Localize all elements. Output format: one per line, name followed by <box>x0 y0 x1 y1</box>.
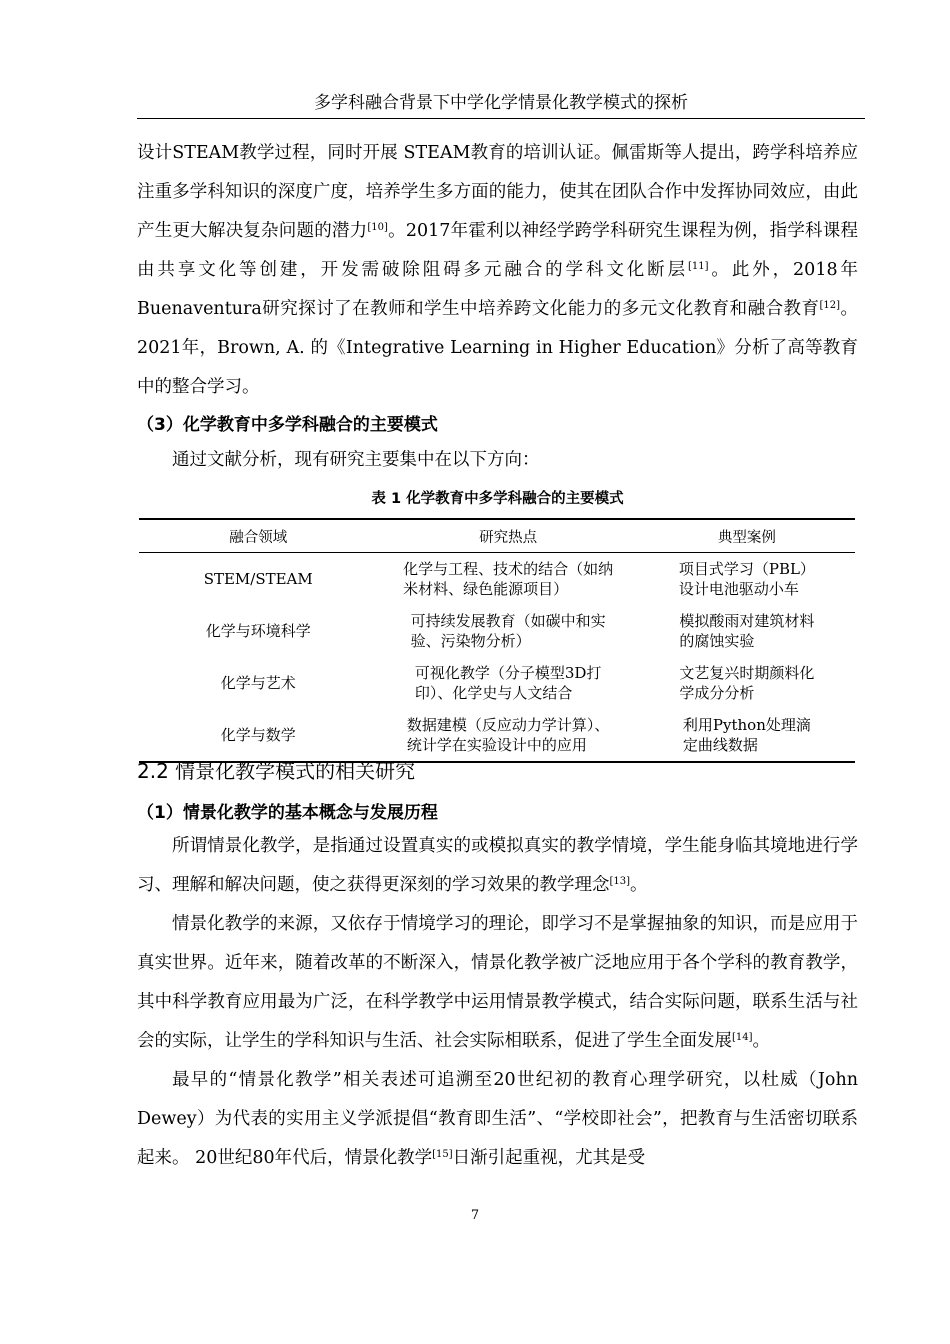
column-header: 研究热点 <box>377 519 638 553</box>
cell-line: 验、污染物分析） <box>410 632 531 650</box>
table-cell-case <box>639 553 855 606</box>
cell-line: 化学与工程、技术的结合（如纳 <box>403 560 614 578</box>
section-body <box>137 827 858 1178</box>
citation: [15] <box>432 1149 453 1160</box>
cell-line: 可持续发展教育（如碳中和实 <box>410 612 606 630</box>
cell-line: 印）、化学史与人文结合 <box>414 684 573 702</box>
paragraph-text: 。2017年霍利以神经学跨学科研究生课程为例，指学科课程由共享文化等创建，开发需破除阻碍多元融合的学科文化断层 <box>137 221 858 280</box>
table-cell-hotspot <box>377 709 638 762</box>
cell-line: 数据建模（反应动力学计算）、 <box>406 716 610 734</box>
paragraph-text: 所谓情景化教学，是指通过设置真实的或模拟真实的教学情境，学生能身临其境地进行学习、理解和解决问题，使之获得更深刻的学习效果的教学理念 <box>137 836 858 895</box>
paragraph-text: 情景化教学的来源，又依存于情境学习的理论，即学习不是掌握抽象的知识，而是应用于真实世界。近年来，随着改革的不断深入，情景化教学被广泛地应用于各个学科的教育教学，其中科学教育应用最为广泛，在科学教学中运用情景教学模式，结合实际问题，联系生活与社会的实际，让学生的学科知识与生活、社会实际相联系，促进了学生全面发展 <box>137 914 858 1051</box>
subsection-lead <box>137 446 858 474</box>
cell-line: 可视化教学（分子模型3D打 <box>414 664 602 682</box>
column-header: 典型案例 <box>639 519 855 553</box>
paragraph-text: 最早的“情景化教学”相关表述可追溯至20世纪初的教育心理学研究，以杜威（John Dewey）为代表的实用主义学派提倡“教育即生活”、“学校即社会”，把教育与生活密切联系起来。 20世纪80年代后，情景化教学 <box>137 1070 858 1168</box>
cell-line: 米材料、绿色能源项目） <box>403 580 569 598</box>
table-cell-hotspot <box>377 605 638 657</box>
cell-line: 利用Python处理滴 <box>682 716 811 734</box>
paragraph <box>137 134 858 407</box>
paragraph <box>137 905 858 1061</box>
subsection-heading: （3）化学教育中多学科融合的主要模式 <box>137 415 438 435</box>
paragraph-text: 日渐引起重视，尤其是受 <box>452 1148 646 1168</box>
page-number: 7 <box>470 1208 480 1223</box>
table-header-row <box>139 519 855 553</box>
table-cell-case <box>639 657 855 709</box>
table-caption: 表 1 化学教育中多学科融合的主要模式 <box>371 491 624 507</box>
intro-paragraph <box>137 134 858 407</box>
table-cell-hotspot <box>377 553 638 606</box>
table-cell-field: 化学与环境科学 <box>205 622 311 640</box>
paragraph-text: 。 <box>752 1031 771 1051</box>
table-row <box>139 553 855 606</box>
table-cell-hotspot <box>377 657 638 709</box>
cell-line: 模拟酸雨对建筑材料 <box>679 612 815 630</box>
cell-line: 学成分分析 <box>679 684 755 702</box>
section-heading: 2.2 情景化教学模式的相关研究 <box>137 759 416 783</box>
table-cell-field: STEM/STEAM <box>203 570 313 588</box>
cell-line: 文艺复兴时期颜料化 <box>679 664 815 682</box>
paragraph: 通过文献分析，现有研究主要集中在以下方向： <box>172 450 540 470</box>
table-row <box>139 657 855 709</box>
citation: [14] <box>732 1032 753 1043</box>
paragraph-text: 。此外，2018年Buenaventura研究探讨了在教师和学生中培养跨文化能力的多元文化教育和融合教育 <box>137 260 858 319</box>
paragraph <box>137 1061 858 1178</box>
table-cell-field: 化学与数学 <box>220 726 296 744</box>
citation: [13] <box>609 876 631 887</box>
table-cell-case <box>639 605 855 657</box>
subsection-heading: （1）情景化教学的基本概念与发展历程 <box>137 803 438 823</box>
citation: [12] <box>819 300 841 311</box>
citation: [10] <box>367 222 388 233</box>
cell-line: 设计电池驱动小车 <box>678 580 799 598</box>
cell-line: 项目式学习（PBL） <box>678 560 815 578</box>
table-cell-field: 化学与艺术 <box>220 674 296 692</box>
paragraph <box>137 827 858 905</box>
cell-line: 统计学在实验设计中的应用 <box>406 736 587 754</box>
paragraph-text: 设计STEAM教学过程，同时开展 STEAM教育的培训认证。佩雷斯等人提出，跨学科培养应注重多学科知识的深度广度，培养学生多方面的能力，使其在团队合作中发挥协同效应，由此产生更大解决复杂问题的潜力 <box>137 143 858 241</box>
paragraph-text: 。 <box>630 875 648 895</box>
table-row <box>139 605 855 657</box>
cell-line: 定曲线数据 <box>682 736 758 754</box>
modes-table <box>139 518 855 763</box>
running-header: 多学科融合背景下中学化学情景化教学模式的探析 <box>137 90 865 119</box>
table-cell-case <box>639 709 855 762</box>
paragraph-text: 。2021年，Brown, A. 的《Integrative Learning in Higher Education》分析了高等教育中的整合学习。 <box>137 299 859 397</box>
column-header: 融合领域 <box>139 519 377 553</box>
cell-line: 的腐蚀实验 <box>679 632 755 650</box>
citation: [11] <box>687 261 709 272</box>
